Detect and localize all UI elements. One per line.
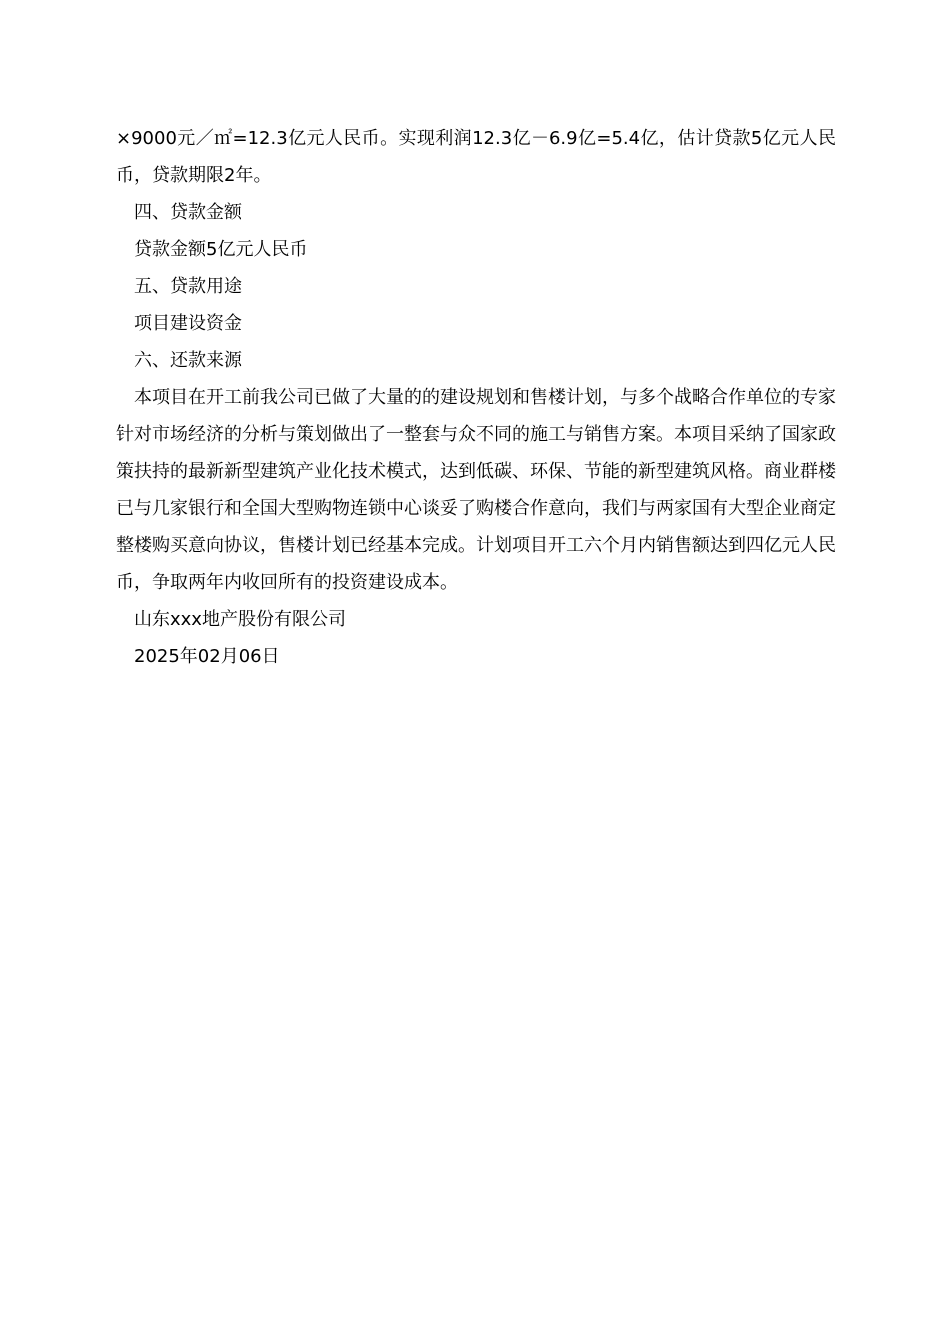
company-signature: 山东xxx地产股份有限公司 xyxy=(134,609,346,630)
repayment-source-paragraph: 本项目在开工前我公司已做了大量的的建设规划和售楼计划，与多个战略合作单位的专家针对市场经济的分析与策划做出了一整套与众不同的施工与销售方案。本项目采纳了国家政策扶持的最新新型建筑产业化技术模式，达到低碳、环保、节能的新型建筑风格。商业群楼已与几家银行和全国大型购物连锁中心谈妥了购楼合作意向，我们与两家国有大型企业商定整楼购买意向协议，售楼计划已经基本完成。计划项目开工六个月内销售额达到四亿元人民币，争取两年内收回所有的投资建设成本。 xyxy=(116,387,836,593)
document-date: 2025年02月06日 xyxy=(134,646,280,667)
section-heading-repayment-source: 六、还款来源 xyxy=(134,350,242,371)
document-page xyxy=(116,120,836,675)
section-heading-loan-purpose: 五、贷款用途 xyxy=(134,276,242,297)
loan-purpose-text: 项目建设资金 xyxy=(134,313,242,334)
section-heading-loan-amount: 四、贷款金额 xyxy=(134,202,242,223)
loan-amount-text: 贷款金额5亿元人民币 xyxy=(134,239,308,260)
continuation-paragraph: ×9000元／㎡=12.3亿元人民币。实现利润12.3亿－6.9亿=5.4亿，估计贷款5亿元人民币，贷款期限2年。 xyxy=(116,128,836,186)
